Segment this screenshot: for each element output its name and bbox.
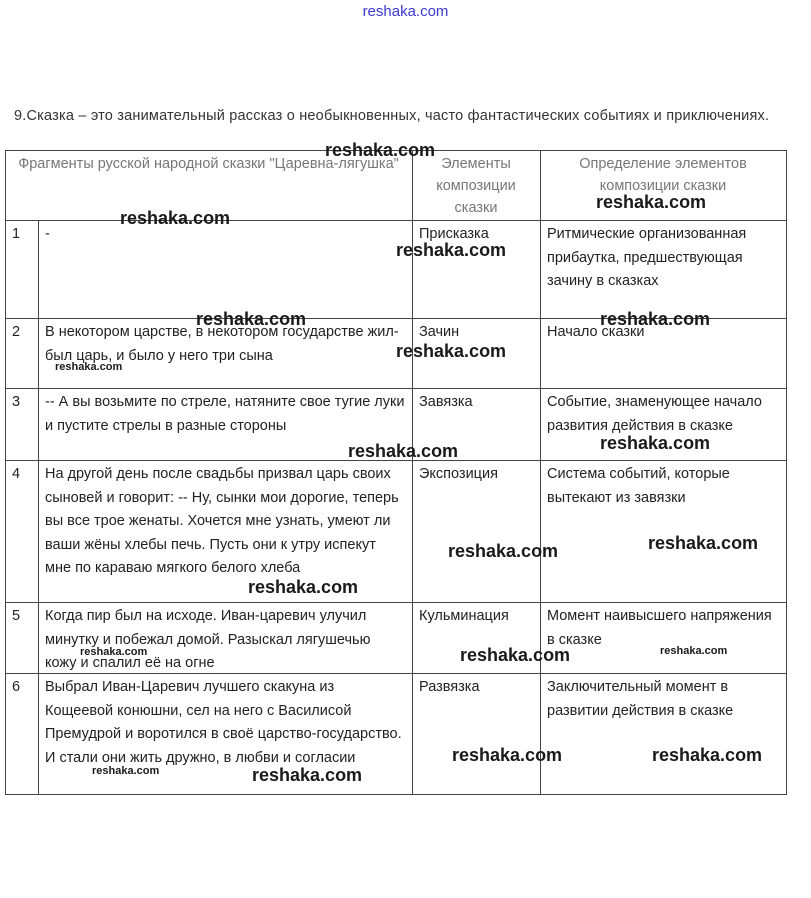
column-header-definitions: Определение элементов композиции сказки [579,156,747,194]
table-row-divider [5,673,786,674]
table-row-divider [5,794,786,795]
fragment-cell: - [45,226,50,242]
watermark-text: reshaka.com [600,433,711,453]
row-number: 2 [12,324,21,340]
watermark-text: reshaka.com [660,645,728,657]
watermark-text: reshaka.com [120,208,231,228]
watermark-text: reshaka.com [600,309,711,329]
watermark-text: reshaka.com [396,240,507,260]
watermark-text: reshaka.com [452,745,563,765]
watermark-text: reshaka.com [596,192,707,212]
row-number: 3 [12,394,21,410]
table-column-divider [540,150,541,795]
row-number: 6 [12,679,21,695]
fragment-cell: Выбрал Иван-Царевич лучшего скакуна из Кощеевой конюшни, сел на него с Василисой Премудрой и воротился в своё царство-государство. И стали они жить дружно, в любви и согласии [45,679,402,766]
watermark-text: reshaka.com [80,646,148,658]
table-column-divider [38,220,39,795]
table-row-divider [5,602,786,603]
element-cell: Завязка [419,394,473,410]
row-number: 4 [12,466,21,482]
table-column-divider [786,150,787,795]
watermark-text: reshaka.com [348,441,459,461]
watermark-text: reshaka.com [325,140,436,160]
table-row-divider [5,388,786,389]
intro-paragraph: 9.Сказка – это занимательный рассказ о необыкновенных, часто фантастических событиях и приключениях. [14,108,770,124]
fragment-cell: В некотором царстве, в некотором государстве жил-был царь, и было у него три сына [45,324,399,364]
watermark-text: reshaka.com [55,361,123,373]
element-cell: Кульминация [419,608,509,624]
watermark-text: reshaka.com [396,341,507,361]
definition-cell: Начало сказки [547,324,645,340]
element-cell: Зачин [419,324,460,340]
watermark-text: reshaka.com [460,645,571,665]
watermark-text: reshaka.com [196,309,307,329]
element-cell: Присказка [419,226,489,242]
site-header-link[interactable]: reshaka.com [362,3,449,20]
watermark-text: reshaka.com [248,577,359,597]
watermark-text: reshaka.com [92,765,160,777]
row-number: 5 [12,608,21,624]
definition-cell: Событие, знаменующее начало развития действия в сказке [547,394,762,434]
table-column-divider [5,150,6,795]
fragment-cell: Когда пир был на исходе. Иван-царевич улучил минутку и побежал домой. Разыскал лягушечью кожу и спалил её на огне [45,608,371,671]
definition-cell: Момент наивысшего напряжения в сказке [547,608,772,648]
element-cell: Развязка [419,679,480,695]
fragment-cell: -- А вы возьмите по стреле, натяните свое тугие луки и пустите стрелы в разные стороны [45,394,405,434]
element-cell: Экспозиция [419,466,498,482]
watermark-text: reshaka.com [648,533,759,553]
watermark-text: reshaka.com [252,765,363,785]
watermark-text: reshaka.com [448,541,559,561]
column-header-fragments: Фрагменты русской народной сказки "Царевна-лягушка" [18,156,399,172]
fragment-cell: На другой день после свадьбы призвал царь своих сыновей и говорит: -- Ну, сынки мои дорогие, теперь вы все трое женаты. Хочется мне узнать, умеют ли ваши жёны хлебы печь. Пусть они к утру испекут мне по караваю мягкого белого хлеба [45,466,399,576]
definition-cell: Ритмические организованная прибаутка, предшествующая зачину в сказках [547,226,747,289]
column-header-elements: Элементы композиции сказки [436,156,516,216]
definition-cell: Заключительный момент в развитии действия в сказке [547,679,734,719]
row-number: 1 [12,226,21,242]
watermark-text: reshaka.com [652,745,763,765]
definition-cell: Система событий, которые вытекают из завязки [547,466,730,506]
